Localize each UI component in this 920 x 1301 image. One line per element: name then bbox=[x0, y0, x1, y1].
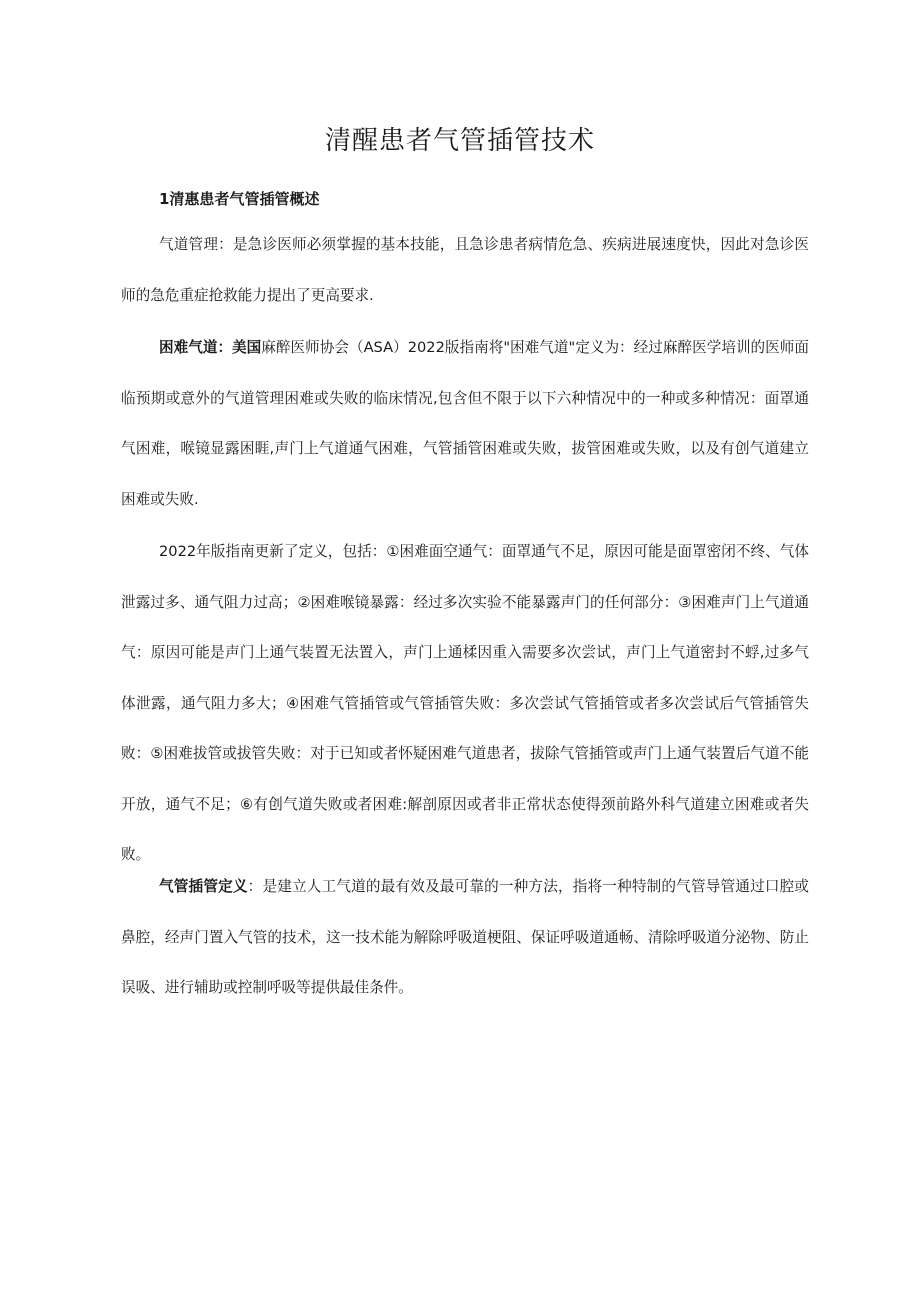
paragraph-lead: 困难气道：美国 bbox=[159, 339, 262, 356]
paragraph-difficult-airway bbox=[121, 323, 809, 525]
paragraph-guideline-update bbox=[121, 527, 809, 881]
paragraph-text: 2022年版指南更新了定义，包括：①困难面空通气：面罩通气不足，原因可能是面罩密闭不终、气体泄露过多、通气阻力过高；②困难喉镜暴露：经过多次实验不能暴露声门的任何部分：③困难声门上气道通气：原因可能是声门上通气装置无法置入，声门上通楺因重入需要多次尝试，声门上气道密封不蜉,过多气体泄露，通气阻力多大；④困难气管插管或气管插管失败：多次尝试气管插管或者多次尝试后气管插管失败：⑤困难拔管或拔管失败：对于已知或者怀疑困难气道患者，拔除气管插管或声门上通气装置后气道不能开放，通气不足；⑥有创气道失败或者困难:解剖原因或者非正常状态使得颈前路外科气道建立困难或者失败。 bbox=[121, 543, 809, 863]
paragraph-airway-management bbox=[121, 220, 809, 321]
paragraph-lead: 气管插管定义 bbox=[159, 878, 248, 895]
section-heading: 1清惠患者气管插管概述 bbox=[159, 190, 320, 208]
paragraph-text: ：是建立人工气道的最有效及最可靠的一种方法，指将一种特制的气管导管通过口腔或鼻腔，经声门置入气管的技术，这一技术能为解除呼吸道梗阻、保证呼吸道通畅、清除呼吸道分泌物、防止误吸、进行辅助或控制呼吸等提供最佳条件。 bbox=[121, 878, 809, 996]
paragraph-text: 气道管理：是急诊医师必须掌握的基本技能，且急诊患者病情危急、疾病进展速度快，因此对急诊医师的急危重症抢救能力提出了更高要求. bbox=[121, 236, 809, 304]
document-title: 清醒患者气管插管技术 bbox=[324, 126, 595, 156]
paragraph-text: 麻醉医师协会（ASA）2022版指南将"困难气道"定义为：经过麻醉医学培训的医师面临预期或意外的气道管理困难或失败的临床情况,包含但不限于以下六种情况中的一种或多种情况：面罩通气困难，喉镜显露困睚,声门上气道通气困难，气管插管困难或失败，拔管困难或失败，以及有创气道建立困难或失败. bbox=[121, 339, 809, 508]
paragraph-intubation-definition bbox=[121, 862, 809, 1014]
